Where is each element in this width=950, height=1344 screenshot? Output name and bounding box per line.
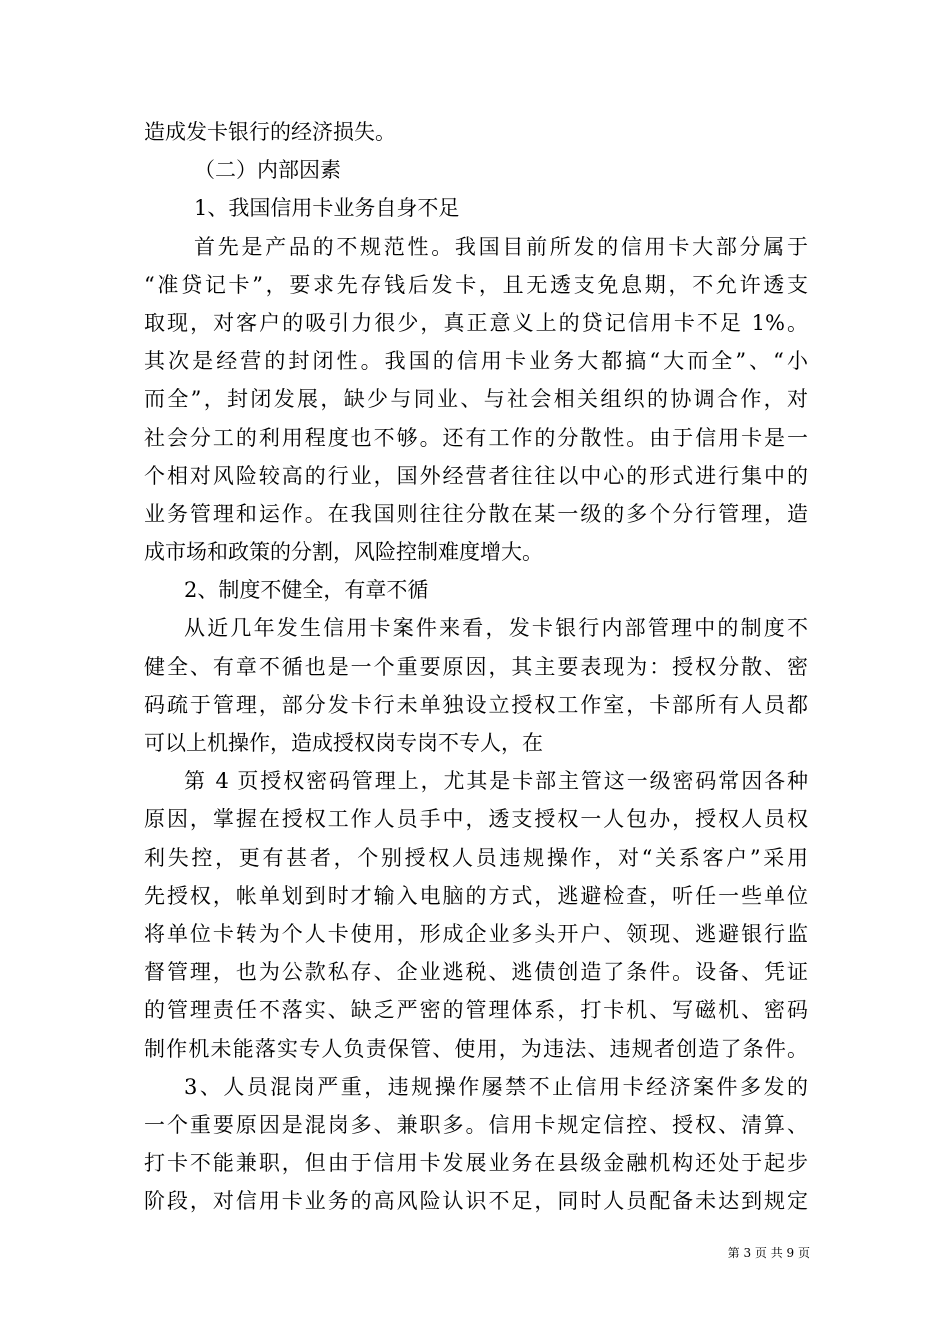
text-line: 督管理，也为公款私存、企业逃税、逃债创造了条件。设备、凭证 [144,960,808,985]
text-line: 造成发卡银行的经济损失。 [144,120,396,144]
text-line: 阶段，对信用卡业务的高风险认识不足，同时人员配备未达到规定 [144,1189,808,1214]
text-line: 从近几年发生信用卡案件来看，发卡银行内部管理中的制度不 [184,616,808,641]
text-line: 首先是产品的不规范性。我国目前所发的信用卡大部分属于 [194,234,808,259]
text-line: 第 4 页授权密码管理上，尤其是卡部主管这一级密码常因各种 [184,769,808,794]
text-line: 而全”，封闭发展，缺少与同业、与社会相关组织的协调合作，对 [144,387,808,412]
text-line: 社会分工的利用程度也不够。还有工作的分散性。由于信用卡是一 [144,425,808,450]
text-line: 健全、有章不循也是一个重要原因，其主要表现为：授权分散、密 [144,654,808,679]
text-line: 成市场和政策的分割，风险控制难度增大。 [144,540,543,565]
text-line: “准贷记卡”，要求先存钱后发卡，且无透支免息期，不允许透支 [144,272,808,297]
subsection-heading: 1、我国信用卡业务自身不足 [194,196,460,221]
text-line: 业务管理和运作。在我国则往往分散在某一级的多个分行管理，造 [144,501,808,526]
text-line: 一个重要原因是混岗多、兼职多。信用卡规定信控、授权、清算、 [144,1112,808,1137]
text-line: 将单位卡转为个人卡使用，形成企业多头开户、领现、逃避银行监 [144,921,808,946]
text-line: 利失控，更有甚者，个别授权人员违规操作，对“关系客户”采用 [144,845,808,870]
text-line: 取现，对客户的吸引力很少，真正意义上的贷记信用卡不足 1%。 [144,310,808,335]
text-line: 码疏于管理，部分发卡行未单独设立授权工作室，卡部所有人员都 [144,692,808,717]
text-line: 的管理责任不落实、缺乏严密的管理体系，打卡机、写磁机、密码 [144,998,808,1023]
page-number-footer: 第 3 页 共 9 页 [727,1246,810,1260]
text-line: 先授权，帐单划到时才输入电脑的方式，逃避检查，听任一些单位 [144,883,808,908]
text-line: 制作机未能落实专人负责保管、使用，为违法、违规者创造了条件。 [144,1036,808,1061]
subsection-heading: 2、制度不健全，有章不循 [184,578,429,603]
text-line: 原因，掌握在授权工作人员手中，透支授权一人包办，授权人员权 [144,807,808,832]
subsection-heading: 3、人员混岗严重，违规操作屡禁不止信用卡经济案件多发的 [184,1074,808,1099]
text-line: 打卡不能兼职，但由于信用卡发展业务在县级金融机构还处于起步 [144,1151,808,1176]
text-line: 其次是经营的封闭性。我国的信用卡业务大都搞“大而全”、“小 [144,349,808,374]
text-line: 可以上机操作，造成授权岗专岗不专人，在 [144,731,543,755]
section-heading: （二）内部因素 [194,158,341,183]
body-text [144,113,808,1220]
text-line: 个相对风险较高的行业，国外经营者往往以中心的形式进行集中的 [144,463,808,488]
